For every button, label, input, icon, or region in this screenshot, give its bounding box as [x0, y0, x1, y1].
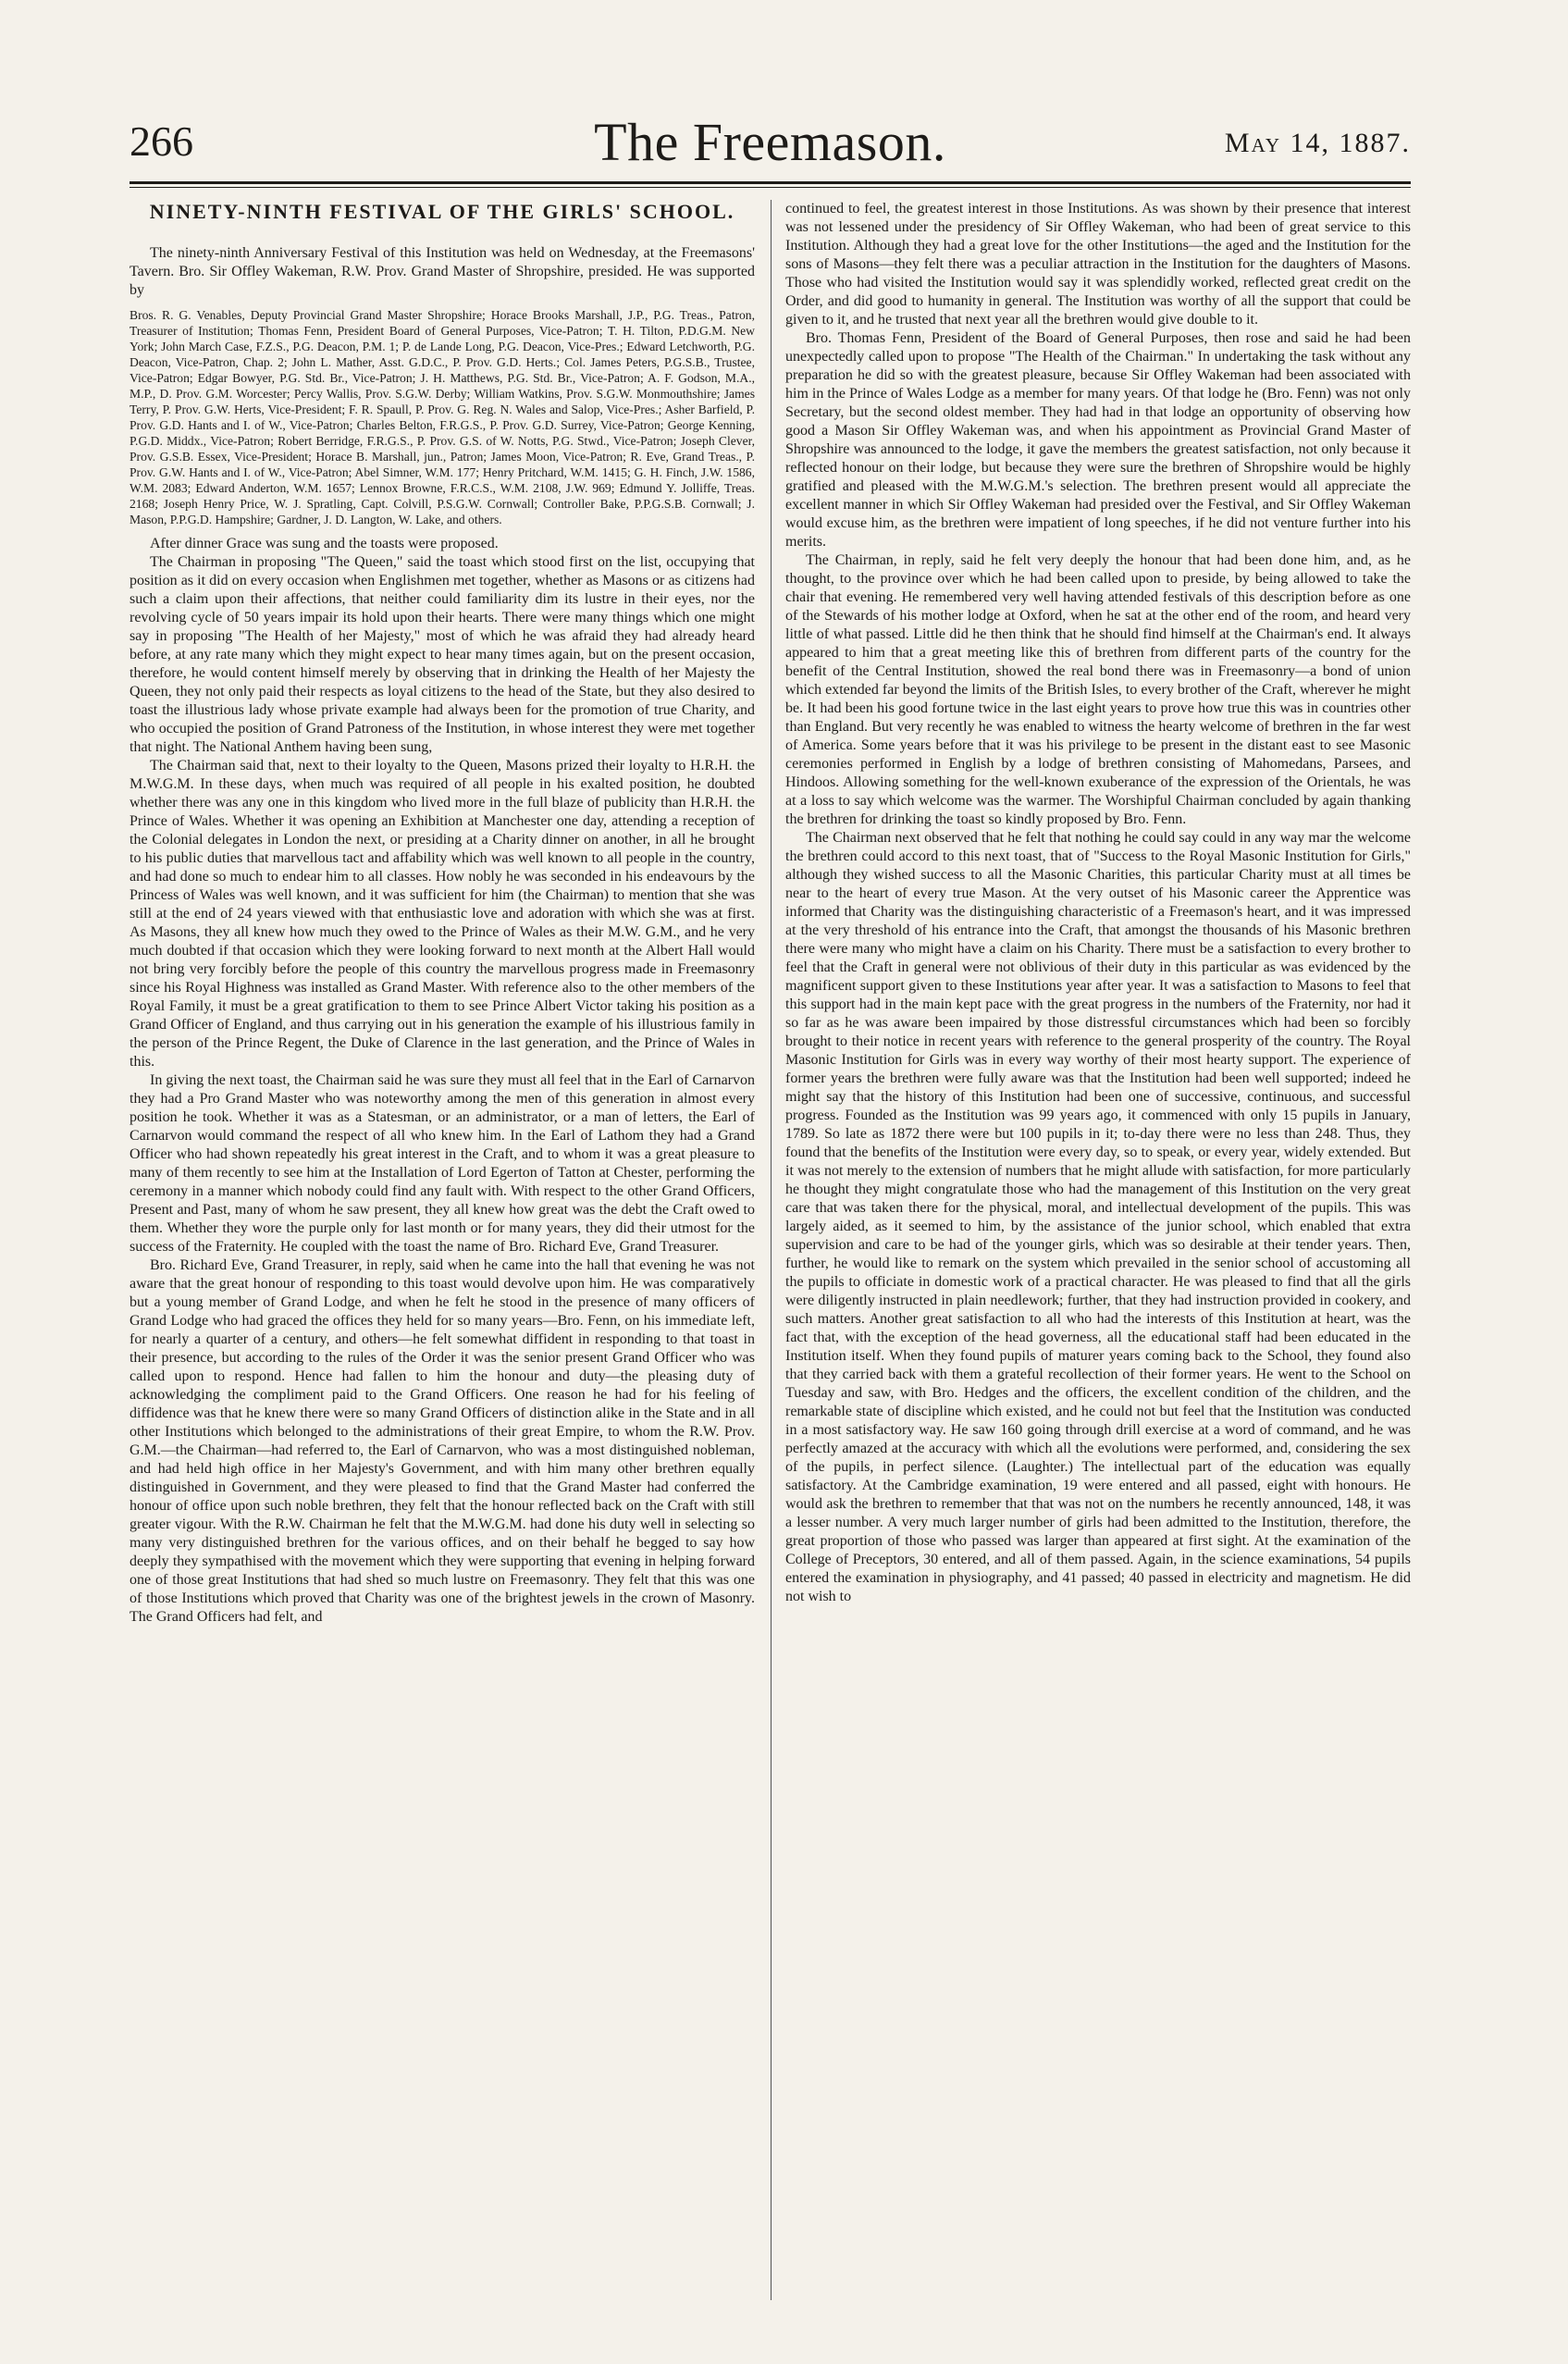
page-number: 266	[130, 118, 193, 165]
paragraph: In giving the next toast, the Chairman said he was sure they must all feel that in the Earl of Carnarvon they had a Pro Grand Master who was noteworthy among the men of this generation in almost every position he took. Whether it was as a Statesman, or an administrator, or a man of letters, the Earl of Carnarvon would command the respect of all who knew him. In the Earl of Lathom they had a Grand Officer who had shown repeatedly his great interest in the Craft, and to whom it was a great pleasure to many of them recently to see him at the Installation of Lord Egerton of Tatton at Chester, performing the ceremony in a manner which nobody could find any fault with. With respect to the other Grand Officers, Present and Past, many of whom he saw present, they all knew how great was the debt the Craft owed to them. Whether they wore the purple only for last month or for many years, they did their utmost for the success of the Fraternity. He coupled with the toast the name of Bro. Richard Eve, Grand Treasurer.	[130, 1072, 755, 1255]
paragraph: The ninety-ninth Anniversary Festival of this Institution was held on Wednesday, at the Freemasons' Tavern. Bro. Sir Offley Wakeman, R.W. Prov. Grand Master of Shropshire, presided. He was supported by	[130, 245, 755, 298]
header-rule-thick	[130, 181, 1411, 184]
attendee-list: Bros. R. G. Venables, Deputy Provincial Grand Master Shropshire; Horace Brooks Marshall, J.P., P.G. Treas., Patron, Treasurer of Institution; Thomas Fenn, President Board of General Purposes, Vice-Patron; T. H. Tilton, P.D.G.M. New York; John March Case, F.Z.S., P.G. Deacon, P.M. 1; P. de Lande Long, P.G. Deacon, Vice-Pres.; Edward Letchworth, P.G. Deacon, Vice-Patron, Chap. 2; John L. Mather, Asst. G.D.C., P. Prov. G.D. Herts.; Col. James Peters, P.G.S.B., Trustee, Vice-Patron; Edgar Bowyer, P.G. Std. Br., Vice-Patron; J. H. Matthews, P.G. Std. Br., Vice-Patron; A. F. Godson, M.A., M.P., D. Prov. G.M. Worcester; Percy Wallis, Prov. S.G.W. Derby; William Watkins, Prov. S.G.W. Monmouthshire; James Terry, P. Prov. G.W. Herts, Vice-President; F. R. Spaull, P. Prov. G. Reg. N. Wales and Salop, Vice-Pres.; Asher Barfield, P. Prov. G.D. Hants and I. of W., Vice-Patron; Charles Belton, F.R.G.S., P. Prov. G.D. Surrey, Vice-Patron; George Kenning, P.G.D. Middx., Vice-Patron; Robert Berridge, F.R.G.S., P. Prov. G.S. of W. Notts, P.G. Stwd., Vice-Patron; Joseph Clever, Prov. G.S.B. Essex, Vice-President; Horace B. Marshall, jun., Patron; James Moon, Vice-Patron; R. Eve, Grand Treas., P. Prov. G.W. Hants and I. of W., Vice-Patron; Abel Simner, W.M. 177; Henry Pritchard, W.M. 1415; G. H. Finch, J.W. 1586, W.M. 2083; Edward Anderton, W.M. 1657; Lennox Browne, F.R.C.S., W.M. 2108, J.W. 969; Edmund Y. Jolliffe, Treas. 2168; Joseph Henry Price, W. J. Spratling, Capt. Colvill, P.S.G.W. Cornwall; Controller Bake, P.P.G.S.B. Cornwall; J. Mason, P.P.G.D. Hampshire; Gardner, J. D. Langton, W. Lake, and others.	[130, 308, 755, 526]
masthead	[130, 111, 1411, 178]
paragraph: continued to feel, the greatest interest in those Institutions. As was shown by their presence that interest was not lessened under the presidency of Sir Offley Wakeman, who had been of great service to this Institution. Although they had a great love for the other Institutions—the aged and the Institution for the sons of Masons—they felt there was a peculiar attraction in the Institution for the daughters of Masons. Those who had visited the Institution would say it was splendidly worked, reflected great credit on the Order, and did good to humanity in general. The Institution was worthy of all the support that could be given to it, and he trusted that next year all the brethren would give double to it.	[785, 201, 1411, 328]
publication-title: The Freemason.	[594, 112, 946, 172]
paragraph: After dinner Grace was sung and the toasts were proposed.	[150, 536, 499, 551]
left-column	[130, 200, 755, 2300]
paragraph: Bro. Richard Eve, Grand Treasurer, in reply, said when he came into the hall that evening he was not aware that the great honour of responding to this toast would devolve upon him. He was comparatively but a young member of Grand Lodge, and when he felt he stood in the presence of many officers of Grand Lodge who had graced the offices they held for so many years—Bro. Fenn, on his immediate left, for nearly a quarter of a century, and others—he felt somewhat diffident in responding to that toast in their presence, but according to the rules of the Order it was the senior present Grand Officer who was called upon to respond. Hence had fallen to him the honour and duty—the pleasing duty of acknowledging the compliment paid to the Grand Officers. One reason he had for his feeling of diffidence was that he knew there were so many Grand Officers of distinction alike in the State and in all other Institutions which belonged to the administrations of their great Empire, to whom the R.W. Prov. G.M.—the Chairman—had referred to, the Earl of Carnarvon, who was a most distinguished nobleman, and had held high office in her Majesty's Government, and with him many other brethren equally distinguished in Government, and they were pleased to find that the Grand Master had conferred the honour of office upon such noble brethren, they felt that the honour reflected back on the Craft with still greater vigour. With the R.W. Chairman he felt that the M.W.G.M. had done his duty well in selecting so many very distinguished brethren for the various offices, and on their behalf he begged to say how deeply they sympathised with the movement which they were supporting that evening in helping forward one of those great Institutions that had shed so much lustre on Freemasonry. They felt that this was one of those Institutions which proved that Charity was one of the brightest jewels in the crown of Masonry. The Grand Officers had felt, and	[130, 1257, 755, 1625]
paragraph: The Chairman next observed that he felt that nothing he could say could in any way mar the welcome the brethren could accord to this next toast, that of "Success to the Royal Masonic Institution for Girls," although they wished success to all the Masonic Charities, this particular Charity must at all times be near to the heart of every true Mason. At the very outset of his Masonic career the Apprentice was informed that Charity was the distinguishing characteristic of a Freemason's heart, and it was impressed at the very threshold of his entrance into the Craft, that amongst the thousands of his Masonic brethren there were many who might have a claim on his Charity. There must be a satisfaction to every brother to feel that the Craft in general were not oblivious of their duty in this particular as was evidenced by the magnificent support given to these Institutions year after year. It was a satisfaction to Masons to feel that this support had in the main kept pace with the great progress in the numbers of the Fraternity, nor had it so far as he was aware been impaired by those distressful circumstances which had been so forcibly brought to their notice in recent years with reference to the general prosperity of the country. The Royal Masonic Institution for Girls was in every way worthy of their most hearty support. The experience of former years the brethren were fully aware was that the Institution had been well supported; indeed he might say that the history of this Institution had been one of successive, continuous, and successful progress. Founded as the Institution was 99 years ago, it commenced with only 15 pupils in January, 1789. So late as 1872 there were but 100 pupils in it; to-day there were no less than 248. Thus, they found that the benefits of the Institution were every day, so to speak, or every year, widely extended. But it was not merely to the extension of numbers that he might allude with satisfaction, for more particularly he thought they might congratulate those who had the management of this Institution on the very great care that was taken there for the physical, moral, and intellectual development of the pupils. This was largely aided, as it seemed to him, by the assistance of the junior school, which enabled that extra supervision and care to be had of the younger girls, which was so desirable at their tender years. Then, further, he would like to remark on the system which prevailed in the senior school of accustoming all the pupils to officiate in domestic work of a practical character. He was pleased to find that all the girls were diligently instructed in plain needlework; further, that they had instruction provided in cookery, and such matters. Another great satisfaction to all who had the interests of this Institution at heart, was the fact that, with the exception of the head governess, all the educational staff had been educated in the Institution itself. When they found pupils of maturer years coming back to the School, they found also that they carried back with them a grateful recollection of their former years. He went to the School on Tuesday and saw, with Bro. Hedges and the officers, the excellent condition of the children, and the remarkable state of discipline which existed, and he could not but feel that the Institution was conducted in a most satisfactory way. He saw 160 going through drill exercise at a word of command, and he was perfectly amazed at the accuracy with which all the evolutions were performed, and, considering the sex of the pupils, in perfect silence. (Laughter.) The intellectual part of the education was equally satisfactory. At the Cambridge examination, 19 were entered and all passed, eight with honours. He would ask the brethren to remember that that was not on the numbers he recently announced, 148, it was a lesser number. A very much larger number of girls had been admitted to the Institution, therefore, the great proportion of those who passed was larger than appeared at first sight. At the examination of the College of Preceptors, 30 entered, and all of them passed. Again, in the science examinations, 54 pupils entered the examination in physiography, and 41 passed; 40 passed in electricity and magnetism. He did not wish to	[785, 830, 1411, 1604]
right-column	[785, 200, 1411, 2300]
header-rule-thin	[130, 187, 1411, 188]
issue-date: May 14, 1887.	[1224, 128, 1411, 158]
column-divider	[771, 200, 772, 2300]
paragraph: The Chairman said that, next to their loyalty to the Queen, Masons prized their loyalty to H.R.H. the M.W.G.M. In these days, when much was required of all people in his exalted position, he doubted whether there was any one in this kingdom who lived more in the full blaze of publicity than H.R.H. the Prince of Wales. Whether it was opening an Exhibition at Manchester one day, attending a reception of the Colonial delegates in London the next, or presiding at a Charity dinner on another, in all he brought to his public duties that marvellous tact and affability which was well known to all people in the country, and had done so much to endear him to all classes. How nobly he was seconded in his endeavours by the Princess of Wales was well known, and it was sufficient for him (the Chairman) to mention that she was still at the end of 24 years viewed with that enthusiastic love and adoration with which she was at first. As Masons, they all knew how much they owed to the Prince of Wales as their M.W. G.M., and he very much doubted if that occasion which they were looking forward to next month at the Albert Hall would not bring very forcibly before the people of this country the marvellous progress made in Freemasonry since his Royal Highness was installed as Grand Master. With reference also to the other members of the Royal Family, it must be a great gratification to them to see Prince Albert Victor taking his position as a Grand Officer of England, and thus carrying out in his generation the example of his illustrious family in the person of the Prince Regent, the Duke of Clarence in the last generation, and the Prince of Wales in this.	[130, 758, 755, 1070]
paragraph: The Chairman in proposing "The Queen," said the toast which stood first on the list, occupying that position as it did on every occasion when Englishmen met together, whether as Masons or as citizens had such a claim upon their affections, that neither could familiarity dim its lustre in their eyes, nor the revolving cycle of 50 years impair its hold upon their hearts. There were many things which one might say in proposing "The Health of her Majesty," most of which he was afraid they had already heard before, at any rate many which they might expect to hear many times again, but on the present occasion, therefore, he would content himself merely by observing that in drinking the Health of her Majesty the Queen, they not only paid their respects as loyal citizens to the head of the State, but they also desired to toast the illustrious lady whose private example had always been for the promotion of true Charity, and who occupied the position of Grand Patroness of the Institution, in whose interest they were met together that night. The National Anthem having been sung,	[130, 554, 755, 755]
paragraph: The Chairman, in reply, said he felt very deeply the honour that had been done him, and, as he thought, to the province over which he had been called upon to preside, by being allowed to take the chair that evening. He remembered very well having attended festivals of this description before as one of the Stewards of his mother lodge at Oxford, when he sat at the other end of the room, and heard very little of what passed. Little did he then think that he should find himself at the Chairman's end. It always appeared to him that a great meeting like this of brethren from different parts of the country for the benefit of the Central Institution, showed the real bond there was in Freemasonry—a bond of union which extended far beyond the limits of the British Isles, to every brother of the Craft, wherever he might be. It had been his good fortune twice in the last eight years to prove how true this was in countries other than England. But very recently he was enabled to witness the hearty welcome of brethren in the far west of America. Some years before that it was his privilege to be present in the distant east to see Masonic ceremonies performed in English by a lodge of brethren consisting of Mahomedans, Parsees, and Hindoos. Allowing something for the well-known exuberance of the expression of the Orientals, he was at a loss to say which welcome was the warmer. The Worshipful Chairman concluded by again thanking the brethren for drinking the toast so kindly proposed by Bro. Fenn.	[785, 552, 1411, 827]
article-headline: NINETY-NINTH FESTIVAL OF THE GIRLS' SCHOOL.	[149, 200, 735, 223]
newspaper-page	[130, 111, 1411, 2313]
paragraph: Bro. Thomas Fenn, President of the Board of General Purposes, then rose and said he had been unexpectedly called upon to propose "The Health of the Chairman." In undertaking the task without any preparation he did so with the greatest pleasure, because Sir Offley Wakeman had been associated with him in the Prince of Wales Lodge as a member for many years. Of that lodge he (Bro. Fenn) was not only Secretary, but the second oldest member. They had had in that lodge an opportunity of observing how good a Mason Sir Offley Wakeman was, and when his appointment as Provincial Grand Master of Shropshire was announced to the lodge, it gave the members the greatest satisfaction, not only because it reflected honour on their lodge, but because they were sure the brethren of Shropshire would be highly gratified and pleased with the M.W.G.M.'s selection. The brethren present would all appreciate the excellent manner in which Sir Offley Wakeman had presided over the Festival, and Sir Offley Wakeman would excuse him, as the brethren were impatient of long speeches, if he did not venture further into his merits.	[785, 330, 1411, 550]
